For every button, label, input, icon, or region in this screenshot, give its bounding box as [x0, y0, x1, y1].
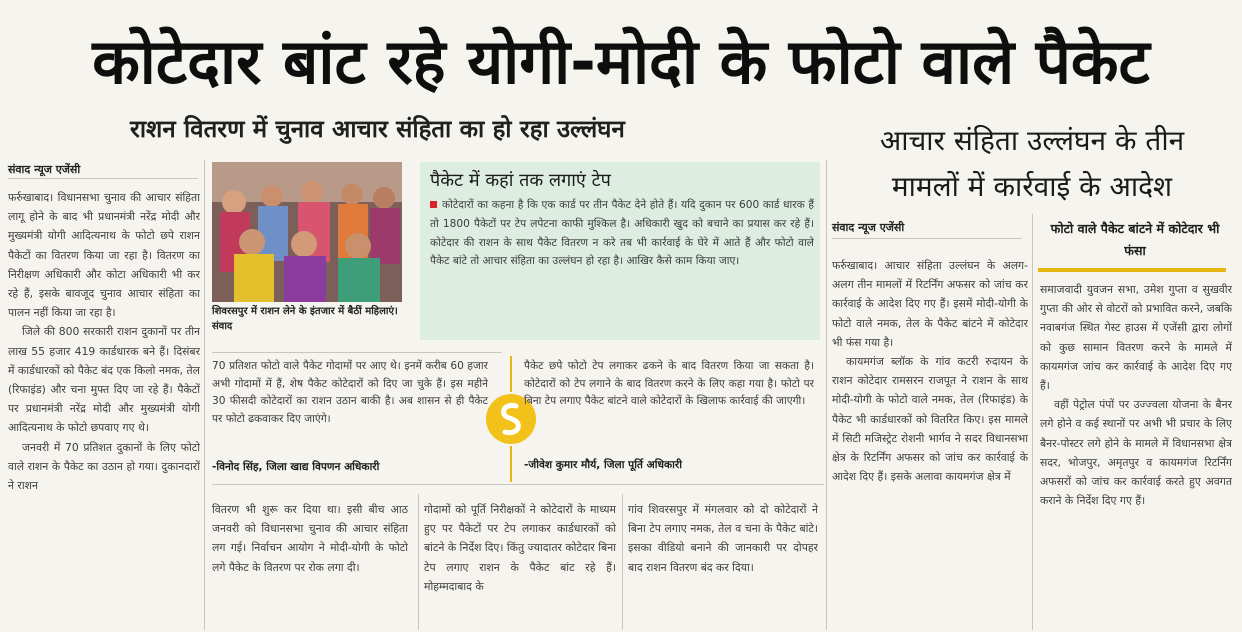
side-story-column-2 [1040, 280, 1232, 632]
column-divider [204, 160, 205, 630]
story-column-4: गांव शिवरसपुर में मंगलवार को दो कोटेदारों ने बिना टेप लगाए नमक, तेल व चना के पैकेट बांटे। इसका वीडियो बनाने की जानकारी पर दोपहर बाद राशन वितरण बंद कर दिया। [628, 503, 818, 574]
quote-rule [212, 352, 502, 353]
section-rule [212, 484, 824, 485]
story-paragraph: फर्रुखाबाद। विधानसभा चुनाव की आचार संहिता लागू होने के बाद भी प्रधानमंत्री नरेंद्र मोदी और मुख्यमंत्री योगी आदित्यनाथ के फोटो छपे राशन पैकेटों का वितरण किया जा रहा है। वितरण का निरीक्षण अधिकारी और कोटा अधिकारी भी कर रहे हैं, इसके बावजूद चुनाव आचार संहिता का पालन नहीं किया जा रहा है। [8, 191, 200, 320]
side-story-column-1 [832, 256, 1028, 632]
photo-caption: शिवरसपुर में राशन लेने के इंतजार में बैठीं महिलाएं। संवाद [212, 306, 398, 332]
sidebar-accent-line [1038, 268, 1226, 272]
box-title: पैकेट में कहां तक लगाएं टेप [430, 170, 611, 191]
story-paragraph: कायमगंज ब्लॉक के गांव कटरी रुदायन के राशन कोटेदार रामसरन राजपूत ने राशन के साथ मोदी-योगी के फोटो वाले नमक, तेल (रिफाइंड) के पैकेट भी कार्डधारकों को वितरित किए। इस मामले में सिटी मजिस्ट्रेट रोशनी भार्गव ने सदर विधानसभा क्षेत्र के रिटर्निंग अफसर को जांच कर कार्रवाई के आदेश दिए हैं। इसके अलावा कायमगंज क्षेत्र में [832, 355, 1028, 484]
headline: कोटेदार बांट रहे योगी-मोदी के फोटो वाले पैकेट [92, 25, 1150, 98]
column-divider [1032, 214, 1033, 630]
byline-rule [8, 178, 198, 179]
quote-attribution-1: -विनोद सिंह, जिला खाद्य विपणन अधिकारी [212, 461, 380, 473]
column-divider [826, 160, 827, 630]
side-title-line1: आचार संहिता उल्लंघन के तीन [879, 124, 1185, 157]
side-story-title [832, 118, 1232, 210]
sidebar-title: फोटो वाले पैकेट बांटने में कोटेदार भी फंसा [1050, 221, 1220, 258]
story-paragraph: जनवरी में 70 प्रतिशत दुकानों के लिए फोटो वाले राशन के पैकेट का उठान हो गया। दुकानदारों ने राशन [8, 440, 200, 493]
box-body [430, 196, 814, 271]
story-paragraph: वहीं पेट्रोल पंपों पर उज्ज्वला योजना के बैनर लगे होने व कई स्थानों पर अभी भी प्रचार के लिए बैनर-पोस्टर लगे होने के मामले में विधानसभा क्षेत्र सदर, भोजपुर, अमृतपुर व कायमगंज रिटर्निंग अफसरों को जांच कर कार्रवाई करते हुए अवगत कराने के निर्देश दिए गए हैं। [1040, 398, 1232, 508]
logo-line-bottom [510, 446, 512, 482]
logo-line-top [510, 356, 512, 392]
story-column-1 [8, 188, 200, 632]
column-divider [418, 494, 419, 630]
side-byline-rule [832, 238, 1022, 239]
story-paragraph: समाजवादी युवजन सभा, उमेश गुप्ता व सुखवीर गुप्ता की ओर से वोटरों को प्रभावित करने, जबकि नवाबगंज स्थित गेस्ट हाउस में एजेंसी द्वारा लोगों को कुछ सामान वितरण करने के मामले में कायमगंज जांच कर कार्रवाई के आदेश दिए गए हैं। [1040, 283, 1232, 393]
quote-official-1: 70 प्रतिशत फोटो वाले पैकेट गोदामों पर आए थे। इनमें करीब 60 हजार अभी गोदामों में हैं, शेष पैकेट कोटेदारों को दिए जा चुके हैं। इस महीने 30 फीसदी कोटेदारों का राशन उठान बाकी है। अब शासन से ही पैकेट पर फोटो ढकवाकर दिए जाएंगे। [212, 360, 488, 425]
side-byline: संवाद न्यूज एजेंसी [832, 221, 905, 234]
side-title-line2: मामलों में कार्रवाई के आदेश [891, 170, 1173, 203]
byline: संवाद न्यूज एजेंसी [8, 163, 81, 176]
column-divider [622, 494, 623, 630]
quote-attribution-2: -जीवेश कुमार मौर्य, जिला पूर्ति अधिकारी [524, 459, 682, 471]
box-text: कोटेदारों का कहना है कि एक कार्ड पर तीन पैकेट देने होते हैं। यदि दुकान पर 600 कार्ड धारक हैं तो 1800 पैकेटों पर टेप लपेटना काफी मुश्किल है। अधिकारी खुद को बचाने का प्रयास कर रहे हैं। कोटेदार की राशन के साथ पैकेट वितरण न करे तब भी कार्रवाई के घेरे में आते हैं और फोटो वाले पैकेट बांटे तो आचार संहिता का उल्लंघन हो रहा है। आखिर कैसे काम किया जाए। [430, 199, 814, 268]
story-column-2: वितरण भी शुरू कर दिया था। इसी बीच आठ जनवरी को विधानसभा चुनाव की आचार संहिता लग गई। निर्वाचन आयोग ने मोदी-योगी के फोटो लगे पैकेट के वितरण पर रोक लगा दी। [212, 503, 408, 574]
bullet-square-icon [430, 201, 437, 208]
quote-official-2: पैकेट छपे फोटो टेप लगाकर ढकने के बाद वितरण किया जा सकता है। कोटेदारों को टेप लगाने के बाद वितरण करने के लिए कहा गया है। फोटो पर बिना टेप लगाए पैकेट बांटने वाले कोटेदारों के खिलाफ कार्रवाई की जाएगी। [524, 360, 814, 407]
story-paragraph: फर्रुखाबाद। आचार संहिता उल्लंघन के अलग-अलग तीन मामलों में रिटर्निंग अफसर को जांच कर कार्रवाई के आदेश दिए गए हैं। इसमें मोदी-योगी के फोटो वाले नमक, तेल के पैकेट बांटने में कोटेदार भी फंस गया है। [832, 259, 1028, 349]
story-paragraph: जिले की 800 सरकारी राशन दुकानों पर तीन लाख 55 हजार 419 कार्डधारक बने हैं। दिसंबर में कार्डधारकों को पैकेट बंद एक किलो नमक, तेल (रिफाइंड) और चना मुफ्त दिए जा रहे हैं। पैकेटों पर प्रधानमंत्री नरेंद्र मोदी और मुख्यमंत्री योगी आदित्यनाथ के फोटो छपवाए गए थे। [8, 325, 200, 435]
news-photo [212, 162, 402, 302]
story-column-3: गोदामों को पूर्ति निरीक्षकों ने कोटेदारों के माध्यम हुए पर पैकेटों पर टेप लगाकर कार्डधारकों को बांटने के निर्देश दिए। किंतु ज्यादातर कोटेदार बिना टेप लगाए राशन के पैकेट बांट रहे हैं। मोहम्मदाबाद के [424, 503, 616, 593]
subheadline: राशन वितरण में चुनाव आचार संहिता का हो रहा उल्लंघन [130, 115, 625, 143]
